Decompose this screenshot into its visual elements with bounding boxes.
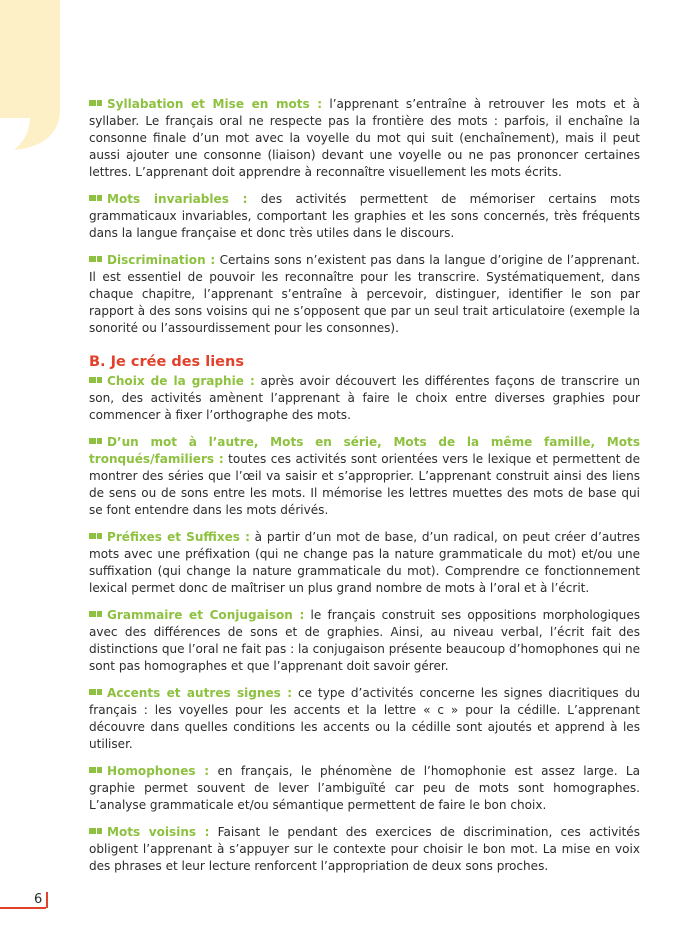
paragraph-text: le français construit ses oppositions morphologiques avec des différences de sons et de graphies. Ainsi, au niveau verbal, l’écrit fait des distinctions que l’oral ne fait pas : la conjugaison présente beaucoup d’homophones qui ne sont pas homographes et que l’apprenant doit savoir gérer. — [89, 608, 641, 673]
footer-divider — [46, 892, 48, 908]
paragraph-text: Certains sons n’existent pas dans la langue d’origine de l’apprenant. Il est essentiel de pouvoir les reconnaître pour les transcrire. Systématiquement, dans chaque chapitre, l’apprenant s’entraîne à percevoir, distinguer, identifier le son par rapport à des sons voisins qui ne s’opposent que par un seul trait articulatoire (exemple la sonorité ou l’assourdissement pour les consonnes). — [89, 253, 640, 335]
bullet-icon — [89, 377, 102, 383]
paragraph-text: à partir d’un mot de base, d’un radical, on peut créer d’autres mots avec une préfixation (qui ne change pas la nature grammaticale du mot) et/ou une suffixation (qui change la nature grammaticale du mot). Comprendre ce fonctionnement lexical permet donc de maîtriser un plus grand nombre de mots à l’oral et à l’écrit. — [89, 530, 640, 595]
paragraph-title: Préfixes et Suffixes : — [107, 530, 250, 544]
paragraph-text: des activités permettent de mémoriser certains mots grammaticaux invariables, comportant les graphies et les sons concernés, très fréquents dans la langue française et donc très utiles dans le discours. — [89, 192, 640, 240]
paragraph — [89, 252, 640, 337]
paragraph — [89, 607, 640, 675]
paragraph — [89, 434, 640, 519]
section-b-items — [89, 373, 640, 875]
paragraph-text: ce type d’activités concerne les signes diacritiques du français : les voyelles pour les accents et la lettre « c » pour la cédille. L’apprenant découvre dans quelles conditions les accents ou la cédille sont ajoutés et apprend à les utiliser. — [89, 686, 640, 751]
paragraph-text: en français, le phénomène de l’homophonie est assez large. La graphie permet souvent de lever l’ambiguïté car peu de mots sont homographes. L’analyse grammaticale et/ou sémantique permettent de faire le bon choix. — [89, 764, 640, 812]
paragraph-title: Discrimination : — [107, 253, 216, 267]
paragraph-text: toutes ces activités sont orientées vers le lexique et permettent de montrer des séries que l’œil va saisir et s’approprier. L’apprenant construit ainsi des liens de sens ou de sons entre les mots. Il mémorise les lettres muettes des mots de base qui se font entendre dans les mots dérivés. — [89, 452, 640, 517]
bullet-icon — [89, 828, 102, 834]
bullet-icon — [89, 100, 102, 106]
page-number: 6 — [34, 892, 43, 907]
paragraph-title: Choix de la graphie : — [107, 374, 255, 388]
paragraph-title: Grammaire et Conjugaison : — [107, 608, 305, 622]
paragraph — [89, 824, 640, 875]
bullet-icon — [89, 533, 102, 539]
paragraph — [89, 529, 640, 597]
bullet-icon — [89, 767, 102, 773]
bullet-icon — [89, 689, 102, 695]
paragraph-title: Mots voisins : — [107, 825, 210, 839]
paragraph — [89, 96, 640, 181]
main-content — [89, 96, 640, 885]
section-b-title: B. Je crée des liens — [89, 354, 244, 370]
paragraph — [89, 763, 640, 814]
paragraph-title: Syllabation et Mise en mots : — [107, 97, 323, 111]
paragraph — [89, 191, 640, 242]
intro-sections — [89, 96, 640, 337]
paragraph — [89, 373, 640, 424]
paragraph — [89, 685, 640, 753]
bullet-icon — [89, 611, 102, 617]
paragraph-title: Homophones : — [107, 764, 210, 778]
paragraph-text: l’apprenant s’entraîne à retrouver les mots et à syllaber. Le français oral ne respecte pas la frontière des mots : parfois, il enchaîne la consonne finale d’un mot avec la voyelle du mot qui suit (enchaînement), mais il peut aussi ajouter une consonne (liaison) devant une voyelle ou ne pas prononcer certaines lettres. L’apprenant doit apprendre à reconnaître visuellement les mots écrits. — [89, 97, 640, 179]
paragraph-text: Faisant le pendant des exercices de discrimination, ces activités obligent l’apprenant à s’appuyer sur le contexte pour choisir le bon mot. La mise en voix des phrases et leur lecture renforcent l’appropriation de deux sons proches. — [89, 825, 640, 873]
paragraph-title: Accents et autres signes : — [107, 686, 293, 700]
bullet-icon — [89, 438, 102, 444]
corner-quote-decoration — [0, 0, 68, 150]
paragraph-text: après avoir découvert les différentes façons de transcrire un son, des activités amènent l’apprenant à faire le choix entre diverses graphies pour commencer à fixer l’orthographe des mots. — [89, 374, 640, 422]
paragraph-title: D’un mot à l’autre, Mots en série, Mots de la même famille, Mots tronqués/familiers : — [89, 435, 640, 466]
bullet-icon — [89, 195, 102, 201]
bullet-icon — [89, 256, 102, 262]
footer-rule — [0, 907, 46, 909]
paragraph-title: Mots invariables : — [107, 192, 248, 206]
